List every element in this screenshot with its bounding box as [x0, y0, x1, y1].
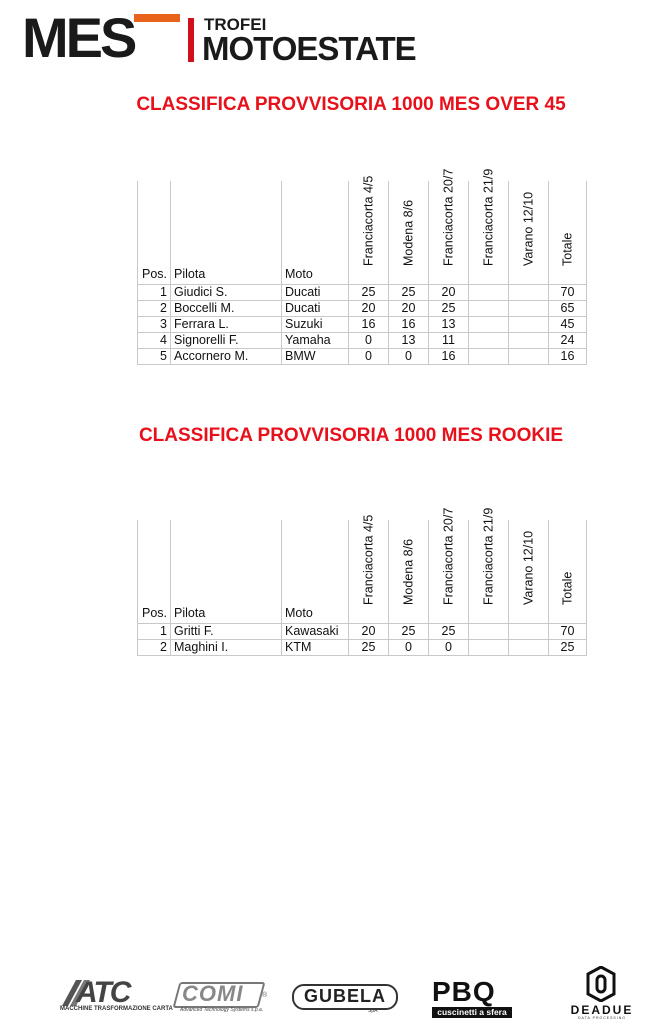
- cell-race-4: [469, 317, 509, 333]
- pbq-tagline: cuscinetti a sfera: [432, 1007, 512, 1018]
- logo-divider-bar: [188, 18, 194, 62]
- column-header-label: Franciacorta 20/7: [441, 507, 455, 605]
- table-row: [138, 640, 587, 656]
- cell-race-2: 25: [389, 285, 429, 301]
- table-row: [138, 624, 587, 640]
- cell-moto: Kawasaki: [282, 624, 349, 640]
- cell-race-5: [509, 285, 549, 301]
- column-header-label: Franciacorta 20/7: [441, 168, 455, 266]
- cell-race-3: 13: [429, 317, 469, 333]
- cell-moto: Ducati: [282, 285, 349, 301]
- cell-moto: Ducati: [282, 301, 349, 317]
- column-header-label: Varano 12/10: [521, 530, 535, 605]
- cell-pos: 1: [138, 285, 171, 301]
- cell-race-4: [469, 349, 509, 365]
- cell-pilota: Gritti F.: [171, 624, 282, 640]
- comi-tagline: Advanced Technology Systems s.p.a.: [180, 1007, 264, 1013]
- gubela-tagline: SpA: [368, 1008, 378, 1014]
- section-title-rookie: CLASSIFICA PROVVISORIA 1000 MES ROOKIE: [138, 425, 564, 446]
- cell-pos: 2: [138, 640, 171, 656]
- column-header-race-1: [349, 514, 389, 624]
- table-header-row: [138, 181, 587, 285]
- cell-pos: 3: [138, 317, 171, 333]
- column-header-pilota: Pilota: [171, 520, 282, 624]
- cell-race-4: [469, 640, 509, 656]
- column-header-race-2: [389, 520, 429, 624]
- column-header-pilota: Pilota: [171, 181, 282, 285]
- column-header-race-5: [509, 520, 549, 624]
- cell-moto: Suzuki: [282, 317, 349, 333]
- column-header-race-3: [429, 168, 469, 285]
- table-row: [138, 349, 587, 365]
- cell-race-2: 13: [389, 333, 429, 349]
- cell-race-5: [509, 349, 549, 365]
- cell-totale: 65: [549, 301, 587, 317]
- cell-race-1: 25: [349, 285, 389, 301]
- cell-moto: Yamaha: [282, 333, 349, 349]
- sponsor-deadue-logo: [562, 966, 642, 1020]
- column-header-race-3: [429, 507, 469, 624]
- cell-race-2: 20: [389, 301, 429, 317]
- logo-motoestate-text: MOTOESTATE: [202, 30, 416, 67]
- cell-race-1: 20: [349, 624, 389, 640]
- cell-race-1: 16: [349, 317, 389, 333]
- cell-race-3: 25: [429, 301, 469, 317]
- logo-mes-text: MES: [22, 6, 135, 69]
- cell-race-1: 0: [349, 349, 389, 365]
- column-header-moto: Moto: [282, 520, 349, 624]
- cell-race-4: [469, 333, 509, 349]
- column-header-label: Modena 8/6: [401, 538, 415, 605]
- cell-pilota: Ferrara L.: [171, 317, 282, 333]
- cell-totale: 16: [549, 349, 587, 365]
- standings-table-over45: [137, 168, 587, 365]
- column-header-race-1: [349, 175, 389, 285]
- cell-race-3: 0: [429, 640, 469, 656]
- atc-wordmark: ATC: [76, 976, 130, 1009]
- cell-totale: 24: [549, 333, 587, 349]
- column-header-label: Totale: [560, 571, 574, 605]
- column-header-pos: Pos.: [138, 520, 171, 624]
- cell-race-2: 16: [389, 317, 429, 333]
- cell-race-4: [469, 624, 509, 640]
- cell-race-4: [469, 301, 509, 317]
- cell-race-5: [509, 333, 549, 349]
- cell-totale: 45: [549, 317, 587, 333]
- cell-pilota: Giudici S.: [171, 285, 282, 301]
- cell-race-5: [509, 317, 549, 333]
- comi-registered-mark: ®: [262, 992, 268, 999]
- cell-totale: 70: [549, 285, 587, 301]
- cell-moto: KTM: [282, 640, 349, 656]
- cell-totale: 70: [549, 624, 587, 640]
- sponsor-pbq-logo: [432, 978, 512, 1018]
- cell-race-5: [509, 640, 549, 656]
- deadue-hexagon-icon: [586, 966, 616, 1002]
- deadue-tagline: DATA PROCESSING: [578, 1016, 626, 1020]
- table-header-row: [138, 520, 587, 624]
- cell-race-3: 16: [429, 349, 469, 365]
- cell-pilota: Signorelli F.: [171, 333, 282, 349]
- column-header-totale: [549, 181, 587, 285]
- cell-pos: 5: [138, 349, 171, 365]
- cell-race-3: 25: [429, 624, 469, 640]
- cell-race-2: 25: [389, 624, 429, 640]
- column-header-label: Franciacorta 4/5: [361, 514, 375, 605]
- column-header-race-5: [509, 181, 549, 285]
- sponsor-gubela-logo: [292, 984, 398, 1012]
- logo-accent-bar: [134, 14, 180, 22]
- cell-race-2: 0: [389, 349, 429, 365]
- column-header-race-4: [469, 507, 509, 624]
- cell-race-5: [509, 301, 549, 317]
- cell-race-4: [469, 285, 509, 301]
- column-header-label: Totale: [560, 232, 574, 266]
- sponsor-atc-logo: [60, 976, 173, 1014]
- column-header-label: Modena 8/6: [401, 199, 415, 266]
- column-header-label: Franciacorta 21/9: [481, 168, 495, 266]
- cell-totale: 25: [549, 640, 587, 656]
- column-header-pos: Pos.: [138, 181, 171, 285]
- standings-table-rookie: [137, 507, 587, 656]
- column-header-totale: [549, 520, 587, 624]
- cell-race-3: 20: [429, 285, 469, 301]
- cell-race-2: 0: [389, 640, 429, 656]
- cell-pilota: Maghini I.: [171, 640, 282, 656]
- gubela-wordmark: GUBELA: [304, 986, 386, 1006]
- section-title-over45: CLASSIFICA PROVVISORIA 1000 MES OVER 45: [136, 94, 566, 115]
- column-header-label: Varano 12/10: [521, 191, 535, 266]
- cell-race-1: 25: [349, 640, 389, 656]
- comi-wordmark: COMI: [182, 981, 244, 1006]
- column-header-race-2: [389, 181, 429, 285]
- cell-race-1: 20: [349, 301, 389, 317]
- logo-trofei-text: TROFEI: [204, 15, 267, 34]
- sponsor-comi-logo: [176, 981, 268, 1013]
- column-header-label: Franciacorta 21/9: [481, 507, 495, 605]
- cell-pos: 1: [138, 624, 171, 640]
- cell-race-5: [509, 624, 549, 640]
- deadue-wordmark: DEADUE: [570, 1003, 634, 1017]
- atc-tagline: MACCHINE TRASFORMAZIONE CARTA: [60, 1006, 173, 1012]
- cell-moto: BMW: [282, 349, 349, 365]
- cell-pilota: Accornero M.: [171, 349, 282, 365]
- column-header-moto: Moto: [282, 181, 349, 285]
- cell-pos: 4: [138, 333, 171, 349]
- table-row: [138, 301, 587, 317]
- pbq-wordmark: PBQ: [432, 976, 496, 1007]
- column-header-race-4: [469, 168, 509, 285]
- cell-pilota: Boccelli M.: [171, 301, 282, 317]
- cell-pos: 2: [138, 301, 171, 317]
- cell-race-3: 11: [429, 333, 469, 349]
- table-row: [138, 285, 587, 301]
- table-row: [138, 333, 587, 349]
- cell-race-1: 0: [349, 333, 389, 349]
- column-header-label: Franciacorta 4/5: [361, 175, 375, 266]
- table-row: [138, 317, 587, 333]
